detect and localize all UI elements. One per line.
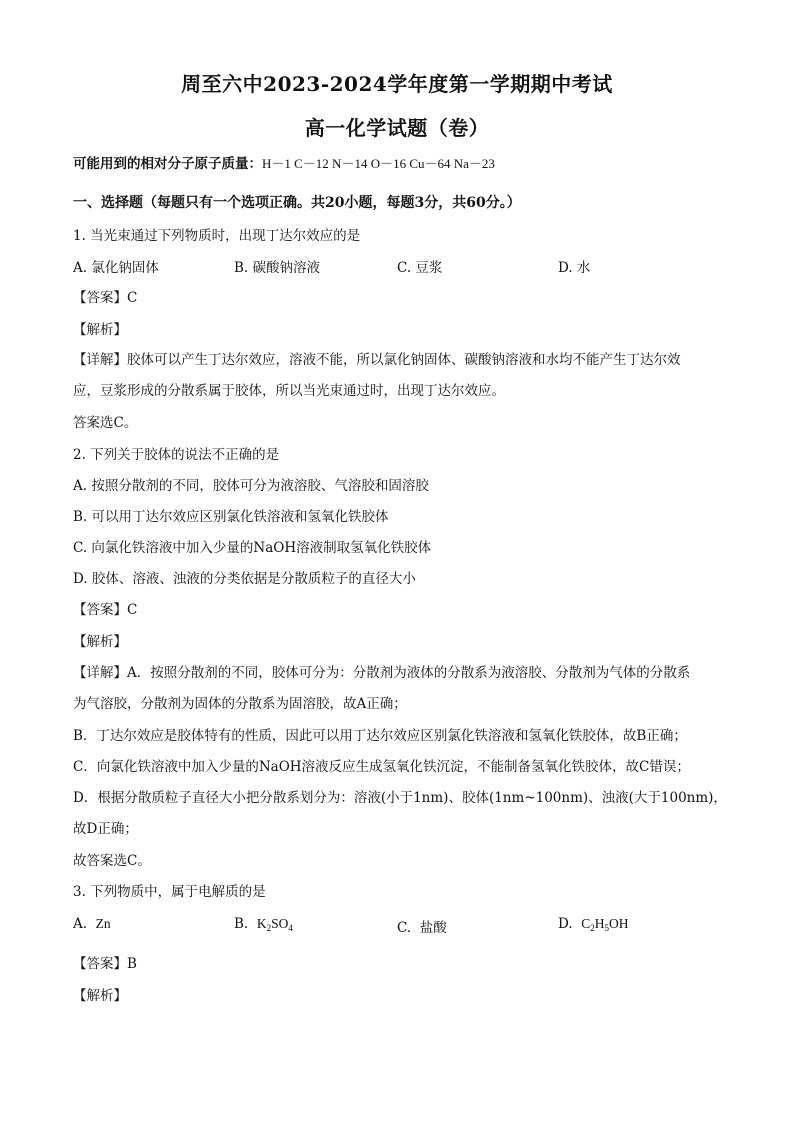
atomic-mass-label: 可能用到的相对分子原子质量： (73, 156, 262, 172)
question-2-detail-line: 【详解】A．按照分散剂的不同，胶体可分为：分散剂为液体的分散系为液溶胶、分散剂为气体的分散系 (73, 665, 691, 681)
question-3-option-c (397, 916, 447, 936)
question-2-analysis-label: 【解析】 (73, 634, 127, 650)
question-2-option-d: D. 胶体、溶液、浊液的分类依据是分散质粒子的直径大小 (73, 571, 416, 587)
section-heading: 一、选择题（每题只有一个选项正确。共20小题，每题3分，共60分。） (73, 195, 521, 211)
question-2-answer: 【答案】C (73, 602, 138, 618)
question-3-analysis-label: 【解析】 (73, 988, 127, 1004)
atomic-mass-values: H－1 C－12 N－14 O－16 Cu－64 Na－23 (262, 156, 495, 171)
option-letter: C. (397, 920, 412, 936)
question-2-option-c: C. 向氯化铁溶液中加入少量的NaOH溶液制取氢氧化铁胶体 (73, 540, 432, 556)
question-2-conclusion: 故答案选C。 (73, 853, 151, 869)
question-3-option-d (558, 916, 629, 933)
option-text: 盐酸 (419, 920, 447, 936)
question-1-stem: 1. 当光束通过下列物质时，出现丁达尔效应的是 (73, 228, 361, 244)
question-3-stem: 3. 下列物质中，属于电解质的是 (73, 884, 266, 900)
question-2-detail-line: 故D正确； (73, 821, 138, 837)
question-3-option-a (73, 916, 111, 932)
question-2-detail-line: D．根据分散质粒子直径大小把分散系划分为：溶液(小于1nm)、胶体(1nm~100nm)、浊液(大于100nm)， (73, 790, 727, 806)
option-letter: A. (73, 916, 88, 932)
exam-subtitle: 高一化学试题（卷） (304, 116, 490, 140)
exam-title: 周至六中2023-2024学年度第一学期期中考试 (181, 72, 613, 96)
question-1-option-a: A. 氯化钠固体 (73, 260, 159, 276)
question-1-option-b: B. 碳酸钠溶液 (234, 260, 321, 276)
option-letter: B. (234, 916, 249, 932)
question-2-stem: 2. 下列关于胶体的说法不正确的是 (73, 447, 280, 463)
question-2-detail-line: 为气溶胶，分散剂为固体的分散系为固溶胶，故A正确； (73, 696, 407, 712)
question-2-detail-line: C．向氯化铁溶液中加入少量的NaOH溶液反应生成氢氧化铁沉淀，不能制备氢氧化铁胶体，故C错误； (73, 759, 690, 775)
option-letter: D. (558, 916, 573, 932)
question-1-detail-line: 应，豆浆形成的分散系属于胶体，所以当光束通过时，出现丁达尔效应。 (73, 383, 505, 399)
question-2-detail-line: B．丁达尔效应是胶体特有的性质，因此可以用丁达尔效应区别氯化铁溶液和氢氧化铁胶体，故B正确； (73, 728, 687, 744)
question-3-answer: 【答案】B (73, 956, 137, 972)
option-formula: $K_2SO_4$ (256, 916, 293, 933)
question-1-conclusion: 答案选C。 (73, 415, 138, 431)
question-1-option-c: C. 豆浆 (397, 260, 443, 276)
atomic-mass-line (73, 152, 495, 172)
option-formula: $C_2H_5OH$ (581, 916, 629, 933)
question-1-answer: 【答案】C (73, 290, 138, 306)
question-3-option-b (234, 916, 293, 933)
question-1-detail-line: 【详解】胶体可以产生丁达尔效应，溶液不能，所以氯化钠固体、碳酸钠溶液和水均不能产生丁达尔效 (73, 352, 681, 368)
option-formula: Zn (95, 916, 111, 931)
question-1-analysis-label: 【解析】 (73, 322, 127, 338)
question-1-option-d: D. 水 (558, 260, 591, 276)
question-2-option-a: A. 按照分散剂的不同，胶体可分为液溶胶、气溶胶和固溶胶 (73, 478, 429, 494)
question-2-option-b: B. 可以用丁达尔效应区别氯化铁溶液和氢氧化铁胶体 (73, 509, 389, 525)
